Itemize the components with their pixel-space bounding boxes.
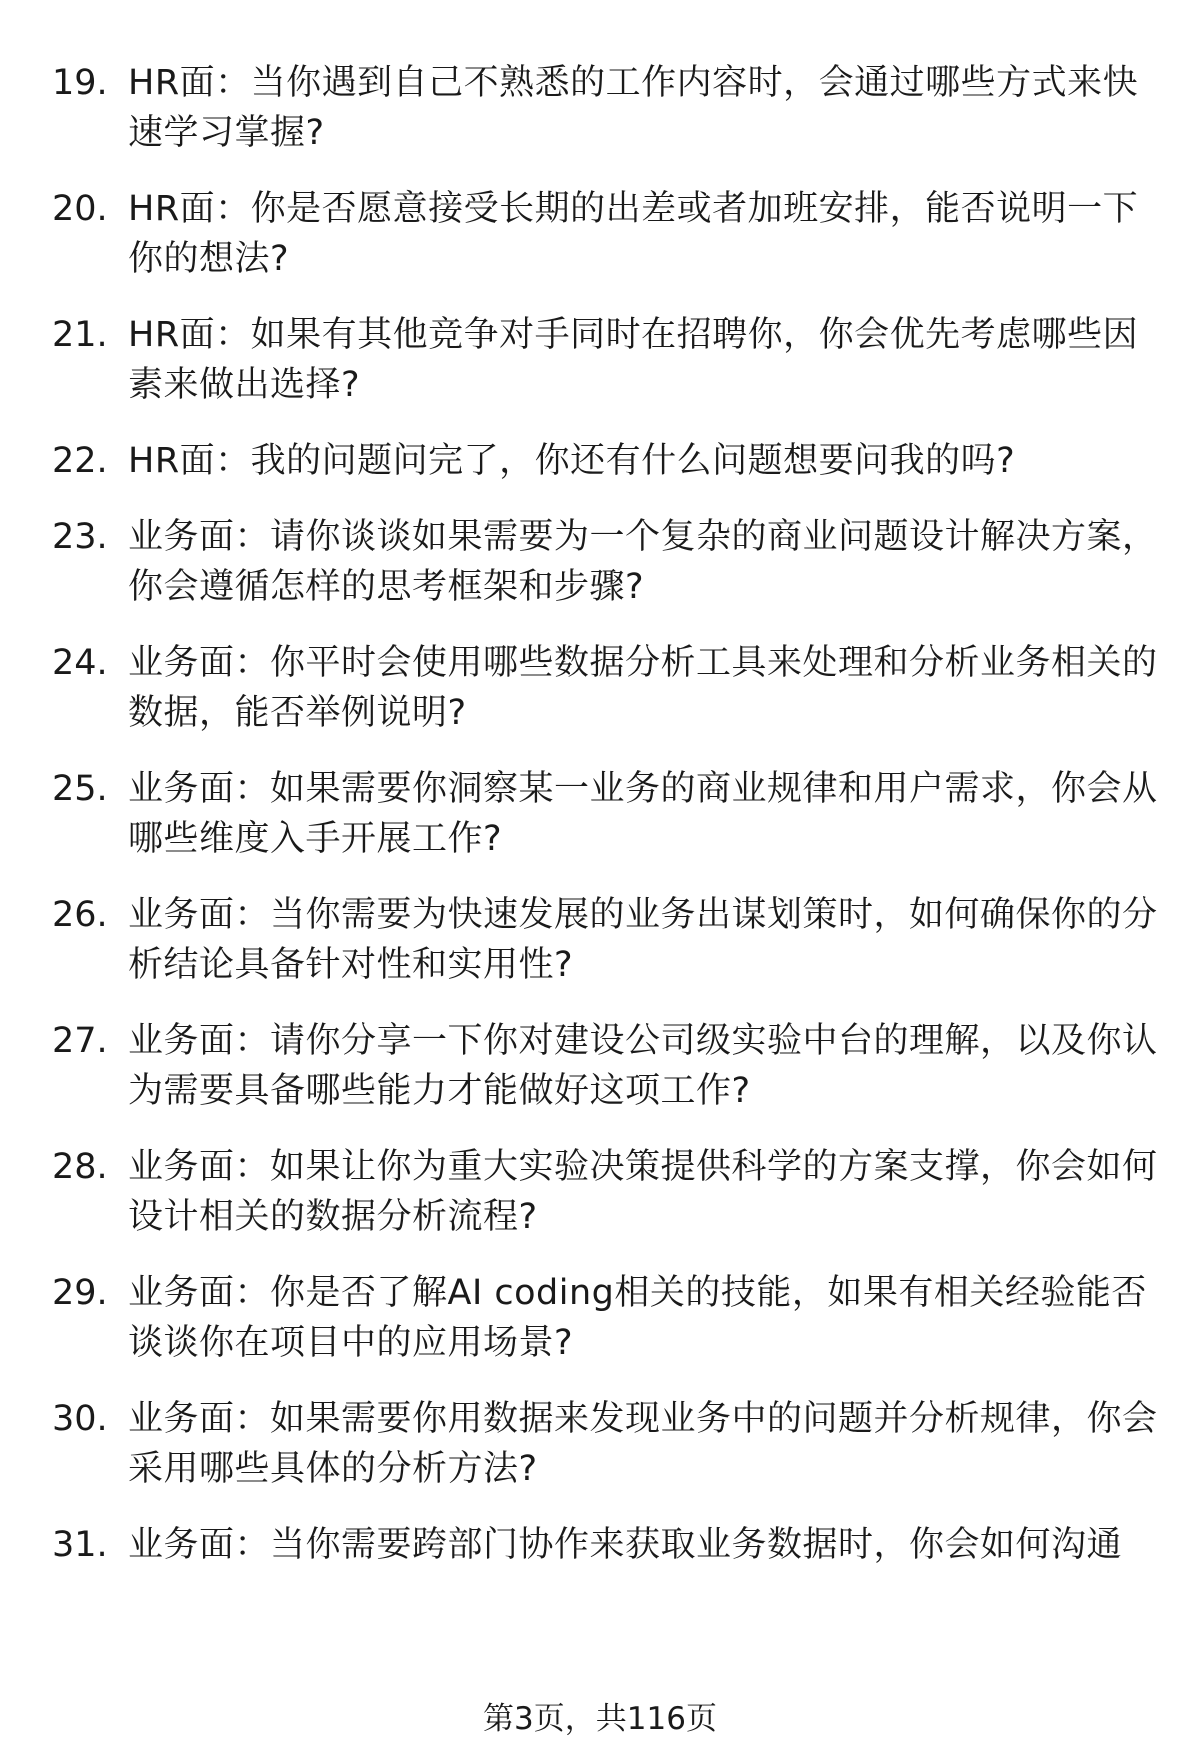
question-text: 业务面：如果让你为重大实验决策提供科学的方案支撑，你会如何设计相关的数据分析流程? [128, 1147, 1158, 1237]
list-item [0, 512, 1200, 612]
question-text: HR面：如果有其他竞争对手同时在招聘你，你会优先考虑哪些因素来做出选择? [128, 315, 1139, 405]
list-item [0, 1268, 1200, 1368]
list-item [0, 184, 1200, 284]
list-item [0, 764, 1200, 864]
question-number: 29. [52, 1273, 108, 1313]
question-text: HR面：当你遇到自己不熟悉的工作内容时，会通过哪些方式来快速学习掌握? [128, 63, 1139, 153]
question-text: HR面：我的问题问完了，你还有什么问题想要问我的吗? [128, 441, 1016, 481]
list-item [0, 1520, 1200, 1570]
question-number: 22. [52, 441, 108, 481]
question-number: 23. [52, 517, 108, 557]
question-text: 业务面：如果需要你用数据来发现业务中的问题并分析规律，你会采用哪些具体的分析方法? [128, 1399, 1158, 1489]
question-number: 26. [52, 895, 108, 935]
question-number: 30. [52, 1399, 108, 1439]
question-text: 业务面：当你需要为快速发展的业务出谋划策时，如何确保你的分析结论具备针对性和实用性? [128, 895, 1158, 985]
question-text: 业务面：你是否了解AI coding相关的技能，如果有相关经验能否谈谈你在项目中的应用场景? [128, 1273, 1147, 1363]
list-item [0, 310, 1200, 410]
question-text: 业务面：请你分享一下你对建设公司级实验中台的理解，以及你认为需要具备哪些能力才能做好这项工作? [128, 1021, 1158, 1111]
question-number: 20. [52, 189, 108, 229]
question-number: 28. [52, 1147, 108, 1187]
question-number: 21. [52, 315, 108, 355]
question-number: 31. [52, 1525, 108, 1565]
question-text: 业务面：当你需要跨部门协作来获取业务数据时，你会如何沟通 [128, 1525, 1123, 1565]
list-item [0, 1394, 1200, 1494]
question-text: 业务面：请你谈谈如果需要为一个复杂的商业问题设计解决方案，你会遵循怎样的思考框架和步骤? [128, 517, 1158, 607]
question-number: 19. [52, 63, 108, 103]
list-item [0, 436, 1200, 486]
question-text: 业务面：如果需要你洞察某一业务的商业规律和用户需求，你会从哪些维度入手开展工作? [128, 769, 1158, 859]
list-item [0, 1142, 1200, 1242]
list-item [0, 890, 1200, 990]
question-text: HR面：你是否愿意接受长期的出差或者加班安排，能否说明一下你的想法? [128, 189, 1139, 279]
question-number: 25. [52, 769, 108, 809]
page-footer: 第3页，共116页 [483, 1701, 717, 1737]
question-number: 27. [52, 1021, 108, 1061]
list-item [0, 638, 1200, 738]
question-number: 24. [52, 643, 108, 683]
list-item [0, 58, 1200, 158]
list-item [0, 1016, 1200, 1116]
question-text: 业务面：你平时会使用哪些数据分析工具来处理和分析业务相关的数据，能否举例说明? [128, 643, 1158, 733]
question-list [0, 58, 1200, 1596]
